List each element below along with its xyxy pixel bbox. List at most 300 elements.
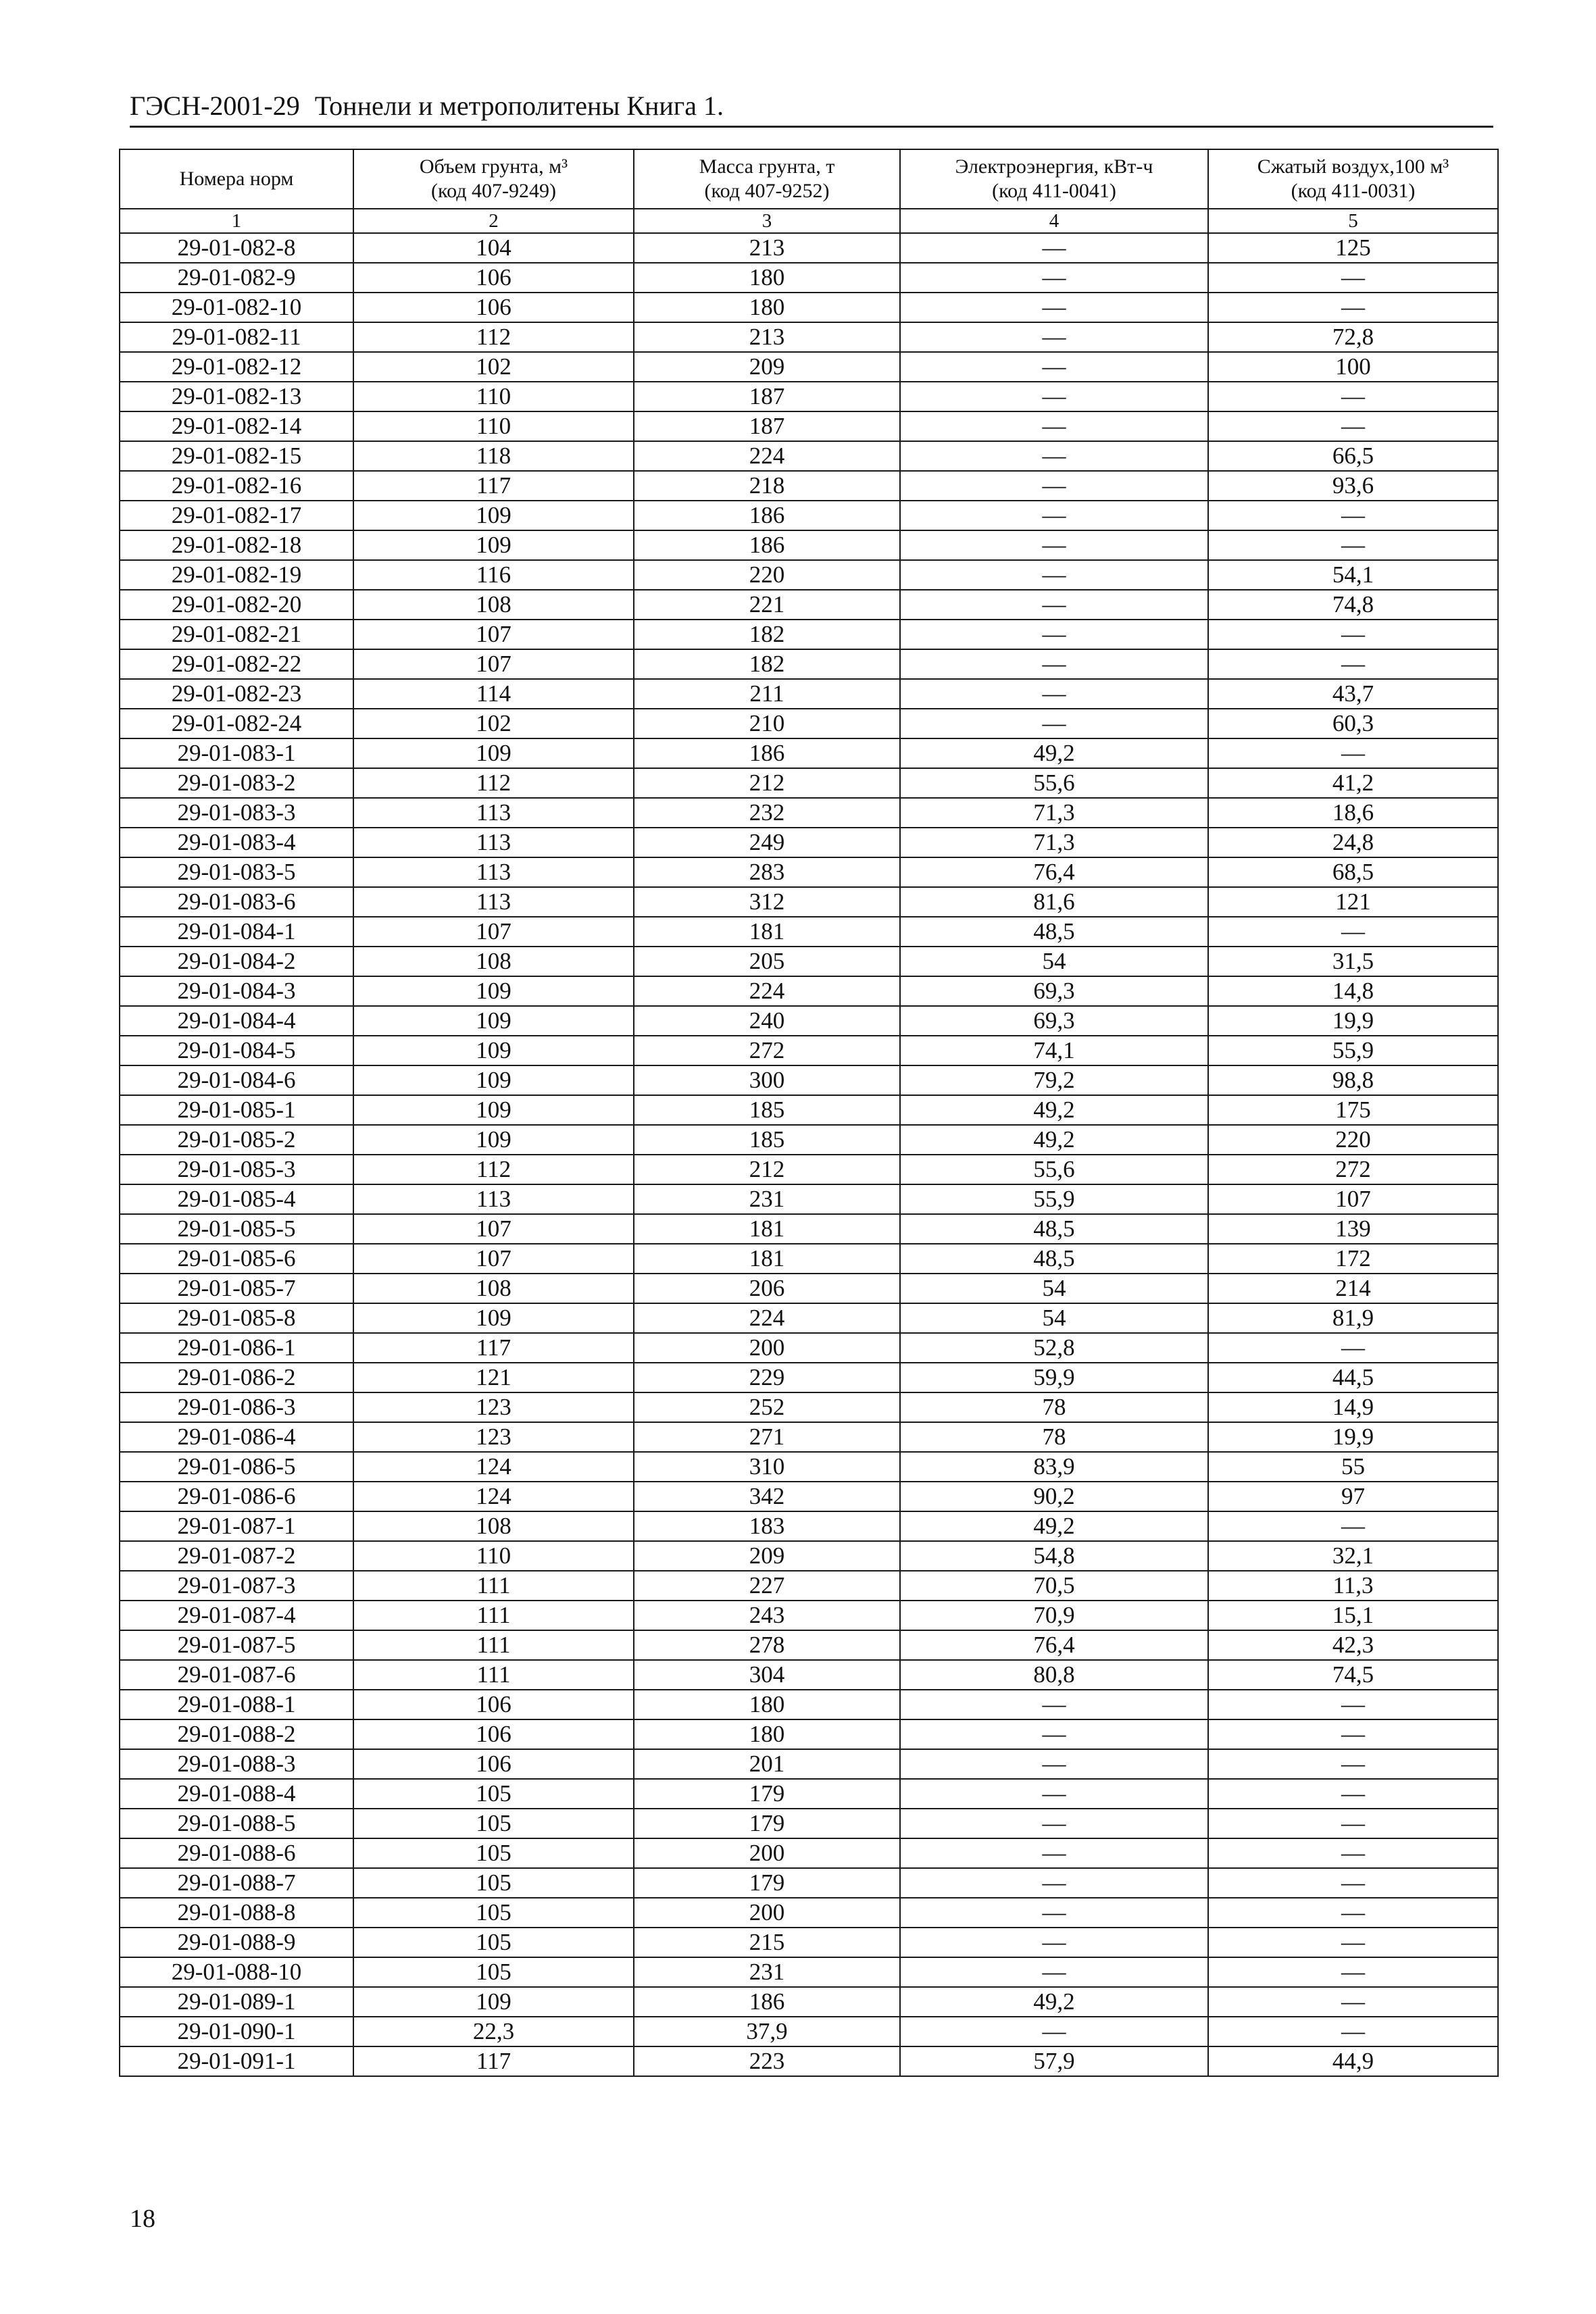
cell-compressed-air: — bbox=[1208, 2017, 1498, 2046]
cell-soil-mass: 180 bbox=[634, 1719, 900, 1749]
cell-electricity: 49,2 bbox=[900, 738, 1208, 768]
cell-compressed-air: 93,6 bbox=[1208, 471, 1498, 501]
cell-soil-volume: 109 bbox=[353, 1036, 634, 1065]
cell-soil-volume: 124 bbox=[353, 1452, 634, 1482]
table-row bbox=[120, 2017, 1498, 2046]
cell-electricity: 54 bbox=[900, 947, 1208, 976]
cell-soil-volume: 106 bbox=[353, 293, 634, 322]
cell-electricity: — bbox=[900, 560, 1208, 590]
cell-compressed-air: — bbox=[1208, 1957, 1498, 1987]
table-row bbox=[120, 1036, 1498, 1065]
cell-soil-mass: 271 bbox=[634, 1422, 900, 1452]
table-row bbox=[120, 947, 1498, 976]
cell-soil-volume: 110 bbox=[353, 382, 634, 411]
cell-electricity: 49,2 bbox=[900, 1095, 1208, 1125]
cell-soil-mass: 342 bbox=[634, 1482, 900, 1511]
cell-compressed-air: — bbox=[1208, 293, 1498, 322]
cell-soil-mass: 183 bbox=[634, 1511, 900, 1541]
cell-soil-volume: 106 bbox=[353, 1719, 634, 1749]
table-row bbox=[120, 411, 1498, 441]
cell-norm-number: 29-01-085-3 bbox=[120, 1155, 353, 1184]
cell-compressed-air: — bbox=[1208, 1690, 1498, 1719]
cell-norm-number: 29-01-086-3 bbox=[120, 1392, 353, 1422]
column-header-label: Масса грунта, т bbox=[699, 155, 835, 178]
cell-compressed-air: — bbox=[1208, 1838, 1498, 1868]
cell-soil-mass: 210 bbox=[634, 709, 900, 738]
cell-electricity: — bbox=[900, 411, 1208, 441]
cell-compressed-air: 44,9 bbox=[1208, 2046, 1498, 2076]
cell-norm-number: 29-01-087-6 bbox=[120, 1660, 353, 1690]
cell-norm-number: 29-01-088-3 bbox=[120, 1749, 353, 1779]
table-row bbox=[120, 1719, 1498, 1749]
cell-electricity: — bbox=[900, 1838, 1208, 1868]
cell-compressed-air: 139 bbox=[1208, 1214, 1498, 1244]
cell-soil-mass: 283 bbox=[634, 857, 900, 887]
cell-soil-volume: 105 bbox=[353, 1898, 634, 1928]
cell-norm-number: 29-01-082-8 bbox=[120, 233, 353, 263]
cell-compressed-air: 107 bbox=[1208, 1184, 1498, 1214]
cell-soil-volume: 105 bbox=[353, 1928, 634, 1957]
table-row bbox=[120, 1095, 1498, 1125]
column-header-soil-volume bbox=[353, 149, 634, 209]
table-row bbox=[120, 1749, 1498, 1779]
cell-soil-mass: 209 bbox=[634, 352, 900, 382]
cell-soil-mass: 243 bbox=[634, 1601, 900, 1630]
table-row bbox=[120, 1660, 1498, 1690]
table-row bbox=[120, 1274, 1498, 1303]
cell-norm-number: 29-01-082-20 bbox=[120, 590, 353, 620]
cell-soil-mass: 181 bbox=[634, 917, 900, 947]
table-row bbox=[120, 1957, 1498, 1987]
column-header-code: (код 411-0031) bbox=[1291, 180, 1416, 202]
cell-compressed-air: 68,5 bbox=[1208, 857, 1498, 887]
cell-soil-volume: 114 bbox=[353, 679, 634, 709]
cell-soil-mass: 229 bbox=[634, 1363, 900, 1392]
cell-soil-volume: 109 bbox=[353, 1987, 634, 2017]
table-row bbox=[120, 441, 1498, 471]
cell-soil-volume: 107 bbox=[353, 1214, 634, 1244]
cell-norm-number: 29-01-082-21 bbox=[120, 620, 353, 649]
cell-soil-volume: 112 bbox=[353, 322, 634, 352]
cell-electricity: — bbox=[900, 471, 1208, 501]
cell-electricity: — bbox=[900, 1749, 1208, 1779]
cell-norm-number: 29-01-083-1 bbox=[120, 738, 353, 768]
cell-norm-number: 29-01-084-4 bbox=[120, 1006, 353, 1036]
cell-electricity: — bbox=[900, 590, 1208, 620]
cell-soil-volume: 105 bbox=[353, 1868, 634, 1898]
cell-norm-number: 29-01-085-7 bbox=[120, 1274, 353, 1303]
cell-compressed-air: 98,8 bbox=[1208, 1065, 1498, 1095]
cell-electricity: 71,3 bbox=[900, 828, 1208, 857]
cell-compressed-air: 18,6 bbox=[1208, 798, 1498, 828]
cell-norm-number: 29-01-083-6 bbox=[120, 887, 353, 917]
table-row bbox=[120, 382, 1498, 411]
cell-norm-number: 29-01-082-13 bbox=[120, 382, 353, 411]
cell-electricity: 74,1 bbox=[900, 1036, 1208, 1065]
cell-compressed-air: 24,8 bbox=[1208, 828, 1498, 857]
cell-compressed-air: — bbox=[1208, 1779, 1498, 1809]
cell-soil-mass: 310 bbox=[634, 1452, 900, 1482]
cell-soil-volume: 106 bbox=[353, 1749, 634, 1779]
cell-soil-volume: 113 bbox=[353, 798, 634, 828]
cell-soil-mass: 227 bbox=[634, 1571, 900, 1601]
cell-soil-mass: 211 bbox=[634, 679, 900, 709]
cell-soil-volume: 111 bbox=[353, 1660, 634, 1690]
cell-compressed-air: 97 bbox=[1208, 1482, 1498, 1511]
cell-soil-mass: 213 bbox=[634, 233, 900, 263]
column-number: 3 bbox=[634, 209, 900, 233]
cell-compressed-air: 74,8 bbox=[1208, 590, 1498, 620]
cell-compressed-air: 72,8 bbox=[1208, 322, 1498, 352]
cell-norm-number: 29-01-085-6 bbox=[120, 1244, 353, 1274]
cell-norm-number: 29-01-088-1 bbox=[120, 1690, 353, 1719]
column-header-label: Номера норм bbox=[179, 168, 294, 190]
cell-electricity: 48,5 bbox=[900, 1244, 1208, 1274]
cell-electricity: — bbox=[900, 679, 1208, 709]
table-row bbox=[120, 501, 1498, 530]
table-row bbox=[120, 1690, 1498, 1719]
cell-electricity: — bbox=[900, 1898, 1208, 1928]
cell-norm-number: 29-01-083-3 bbox=[120, 798, 353, 828]
table-row bbox=[120, 1214, 1498, 1244]
table-row bbox=[120, 1422, 1498, 1452]
cell-compressed-air: 14,8 bbox=[1208, 976, 1498, 1006]
cell-soil-volume: 102 bbox=[353, 709, 634, 738]
table-row bbox=[120, 322, 1498, 352]
cell-soil-mass: 186 bbox=[634, 738, 900, 768]
cell-electricity: — bbox=[900, 2017, 1208, 2046]
cell-soil-volume: 105 bbox=[353, 1957, 634, 1987]
cell-compressed-air: 42,3 bbox=[1208, 1630, 1498, 1660]
cell-soil-mass: 300 bbox=[634, 1065, 900, 1095]
cell-electricity: 49,2 bbox=[900, 1987, 1208, 2017]
cell-electricity: — bbox=[900, 530, 1208, 560]
cell-soil-mass: 215 bbox=[634, 1928, 900, 1957]
cell-compressed-air: 100 bbox=[1208, 352, 1498, 382]
cell-electricity: — bbox=[900, 1719, 1208, 1749]
cell-norm-number: 29-01-085-5 bbox=[120, 1214, 353, 1244]
table-row bbox=[120, 293, 1498, 322]
table-row bbox=[120, 1541, 1498, 1571]
cell-soil-volume: 117 bbox=[353, 471, 634, 501]
cell-compressed-air: — bbox=[1208, 501, 1498, 530]
cell-electricity: 54,8 bbox=[900, 1541, 1208, 1571]
cell-compressed-air: 66,5 bbox=[1208, 441, 1498, 471]
cell-norm-number: 29-01-091-1 bbox=[120, 2046, 353, 2076]
table-row bbox=[120, 263, 1498, 293]
cell-soil-volume: 107 bbox=[353, 620, 634, 649]
cell-electricity: — bbox=[900, 233, 1208, 263]
cell-electricity: 55,9 bbox=[900, 1184, 1208, 1214]
column-header-label: Сжатый воздух,100 м³ bbox=[1257, 155, 1449, 178]
cell-soil-mass: 37,9 bbox=[634, 2017, 900, 2046]
cell-compressed-air: 54,1 bbox=[1208, 560, 1498, 590]
cell-norm-number: 29-01-087-2 bbox=[120, 1541, 353, 1571]
table-body bbox=[120, 233, 1498, 2076]
cell-compressed-air: 55 bbox=[1208, 1452, 1498, 1482]
cell-electricity: 49,2 bbox=[900, 1511, 1208, 1541]
cell-electricity: 69,3 bbox=[900, 1006, 1208, 1036]
cell-soil-volume: 109 bbox=[353, 1006, 634, 1036]
table-row bbox=[120, 1482, 1498, 1511]
cell-compressed-air: 74,5 bbox=[1208, 1660, 1498, 1690]
table-row bbox=[120, 2046, 1498, 2076]
cell-soil-volume: 107 bbox=[353, 917, 634, 947]
cell-norm-number: 29-01-087-5 bbox=[120, 1630, 353, 1660]
column-header-electricity bbox=[900, 149, 1208, 209]
cell-soil-mass: 200 bbox=[634, 1333, 900, 1363]
cell-soil-mass: 224 bbox=[634, 1303, 900, 1333]
column-number: 5 bbox=[1208, 209, 1498, 233]
cell-norm-number: 29-01-082-9 bbox=[120, 263, 353, 293]
table-row bbox=[120, 1452, 1498, 1482]
cell-soil-mass: 185 bbox=[634, 1125, 900, 1155]
cell-norm-number: 29-01-082-22 bbox=[120, 649, 353, 679]
cell-soil-volume: 111 bbox=[353, 1601, 634, 1630]
table-row bbox=[120, 1868, 1498, 1898]
cell-soil-volume: 111 bbox=[353, 1630, 634, 1660]
table-row bbox=[120, 1392, 1498, 1422]
table-row bbox=[120, 887, 1498, 917]
cell-soil-mass: 206 bbox=[634, 1274, 900, 1303]
table-row bbox=[120, 620, 1498, 649]
cell-compressed-air: — bbox=[1208, 649, 1498, 679]
cell-soil-mass: 181 bbox=[634, 1214, 900, 1244]
cell-compressed-air: 55,9 bbox=[1208, 1036, 1498, 1065]
table-row bbox=[120, 1838, 1498, 1868]
table-row bbox=[120, 1571, 1498, 1601]
table-row bbox=[120, 1155, 1498, 1184]
cell-electricity: 55,6 bbox=[900, 1155, 1208, 1184]
cell-norm-number: 29-01-082-10 bbox=[120, 293, 353, 322]
column-header-compressed-air bbox=[1208, 149, 1498, 209]
cell-norm-number: 29-01-085-1 bbox=[120, 1095, 353, 1125]
cell-electricity: 76,4 bbox=[900, 857, 1208, 887]
norms-table bbox=[119, 149, 1499, 2077]
cell-electricity: 57,9 bbox=[900, 2046, 1208, 2076]
table-row bbox=[120, 1898, 1498, 1928]
cell-compressed-air: 272 bbox=[1208, 1155, 1498, 1184]
cell-electricity: 76,4 bbox=[900, 1630, 1208, 1660]
cell-soil-mass: 272 bbox=[634, 1036, 900, 1065]
cell-electricity: 55,6 bbox=[900, 768, 1208, 798]
cell-electricity: — bbox=[900, 501, 1208, 530]
column-number: 1 bbox=[120, 209, 353, 233]
cell-norm-number: 29-01-088-9 bbox=[120, 1928, 353, 1957]
cell-soil-mass: 224 bbox=[634, 976, 900, 1006]
table-row bbox=[120, 1809, 1498, 1838]
cell-compressed-air: — bbox=[1208, 263, 1498, 293]
cell-compressed-air: — bbox=[1208, 382, 1498, 411]
table-row bbox=[120, 1928, 1498, 1957]
cell-norm-number: 29-01-083-5 bbox=[120, 857, 353, 887]
cell-soil-volume: 109 bbox=[353, 501, 634, 530]
cell-soil-volume: 110 bbox=[353, 1541, 634, 1571]
cell-soil-mass: 213 bbox=[634, 322, 900, 352]
cell-norm-number: 29-01-086-5 bbox=[120, 1452, 353, 1482]
cell-soil-volume: 109 bbox=[353, 1303, 634, 1333]
cell-electricity: 70,9 bbox=[900, 1601, 1208, 1630]
table-row bbox=[120, 1630, 1498, 1660]
cell-soil-mass: 231 bbox=[634, 1184, 900, 1214]
cell-soil-volume: 105 bbox=[353, 1809, 634, 1838]
cell-soil-mass: 224 bbox=[634, 441, 900, 471]
cell-norm-number: 29-01-084-6 bbox=[120, 1065, 353, 1095]
cell-soil-volume: 109 bbox=[353, 1095, 634, 1125]
cell-compressed-air: 220 bbox=[1208, 1125, 1498, 1155]
table-row bbox=[120, 1779, 1498, 1809]
cell-compressed-air: 14,9 bbox=[1208, 1392, 1498, 1422]
cell-soil-volume: 102 bbox=[353, 352, 634, 382]
cell-norm-number: 29-01-083-2 bbox=[120, 768, 353, 798]
table-row bbox=[120, 1184, 1498, 1214]
cell-compressed-air: 81,9 bbox=[1208, 1303, 1498, 1333]
cell-norm-number: 29-01-084-3 bbox=[120, 976, 353, 1006]
cell-soil-volume: 113 bbox=[353, 828, 634, 857]
cell-electricity: — bbox=[900, 1928, 1208, 1957]
cell-soil-mass: 240 bbox=[634, 1006, 900, 1036]
cell-soil-volume: 104 bbox=[353, 233, 634, 263]
cell-soil-volume: 107 bbox=[353, 649, 634, 679]
cell-electricity: — bbox=[900, 441, 1208, 471]
column-number: 4 bbox=[900, 209, 1208, 233]
cell-norm-number: 29-01-082-12 bbox=[120, 352, 353, 382]
cell-compressed-air: 41,2 bbox=[1208, 768, 1498, 798]
cell-norm-number: 29-01-088-10 bbox=[120, 1957, 353, 1987]
cell-electricity: — bbox=[900, 709, 1208, 738]
cell-electricity: — bbox=[900, 649, 1208, 679]
document-title: Тоннели и метрополитены Книга 1. bbox=[314, 91, 724, 121]
cell-soil-volume: 106 bbox=[353, 1690, 634, 1719]
cell-electricity: 54 bbox=[900, 1303, 1208, 1333]
cell-soil-volume: 112 bbox=[353, 1155, 634, 1184]
cell-soil-mass: 278 bbox=[634, 1630, 900, 1660]
cell-electricity: — bbox=[900, 1809, 1208, 1838]
cell-norm-number: 29-01-085-2 bbox=[120, 1125, 353, 1155]
cell-norm-number: 29-01-084-1 bbox=[120, 917, 353, 947]
cell-electricity: — bbox=[900, 1779, 1208, 1809]
table-row bbox=[120, 768, 1498, 798]
cell-soil-volume: 108 bbox=[353, 1511, 634, 1541]
table-row bbox=[120, 1511, 1498, 1541]
cell-norm-number: 29-01-089-1 bbox=[120, 1987, 353, 2017]
cell-norm-number: 29-01-082-23 bbox=[120, 679, 353, 709]
cell-soil-mass: 249 bbox=[634, 828, 900, 857]
cell-electricity: — bbox=[900, 1957, 1208, 1987]
cell-soil-mass: 179 bbox=[634, 1868, 900, 1898]
cell-compressed-air: — bbox=[1208, 1749, 1498, 1779]
cell-soil-volume: 108 bbox=[353, 590, 634, 620]
column-header-code: (код 407-9249) bbox=[431, 180, 556, 202]
cell-norm-number: 29-01-082-16 bbox=[120, 471, 353, 501]
table-row bbox=[120, 530, 1498, 560]
cell-electricity: 83,9 bbox=[900, 1452, 1208, 1482]
cell-soil-volume: 113 bbox=[353, 887, 634, 917]
cell-electricity: 71,3 bbox=[900, 798, 1208, 828]
header-rule bbox=[130, 126, 1493, 128]
cell-electricity: 79,2 bbox=[900, 1065, 1208, 1095]
cell-compressed-air: — bbox=[1208, 1868, 1498, 1898]
cell-electricity: 80,8 bbox=[900, 1660, 1208, 1690]
cell-soil-mass: 187 bbox=[634, 411, 900, 441]
cell-norm-number: 29-01-083-4 bbox=[120, 828, 353, 857]
cell-soil-volume: 109 bbox=[353, 1065, 634, 1095]
cell-compressed-air: — bbox=[1208, 1719, 1498, 1749]
cell-norm-number: 29-01-088-8 bbox=[120, 1898, 353, 1928]
column-number: 2 bbox=[353, 209, 634, 233]
column-headers-row bbox=[120, 149, 1498, 209]
cell-electricity: 59,9 bbox=[900, 1363, 1208, 1392]
table-row bbox=[120, 590, 1498, 620]
cell-compressed-air: 43,7 bbox=[1208, 679, 1498, 709]
cell-electricity: — bbox=[900, 620, 1208, 649]
cell-compressed-air: — bbox=[1208, 1333, 1498, 1363]
cell-norm-number: 29-01-082-17 bbox=[120, 501, 353, 530]
table-row bbox=[120, 828, 1498, 857]
cell-soil-mass: 180 bbox=[634, 293, 900, 322]
table-row bbox=[120, 1244, 1498, 1274]
table-row bbox=[120, 976, 1498, 1006]
cell-soil-volume: 105 bbox=[353, 1838, 634, 1868]
cell-soil-mass: 179 bbox=[634, 1809, 900, 1838]
cell-norm-number: 29-01-088-6 bbox=[120, 1838, 353, 1868]
cell-compressed-air: — bbox=[1208, 530, 1498, 560]
cell-norm-number: 29-01-082-19 bbox=[120, 560, 353, 590]
cell-electricity: 52,8 bbox=[900, 1333, 1208, 1363]
column-header-code: (код 411-0041) bbox=[992, 180, 1116, 202]
table-row bbox=[120, 1333, 1498, 1363]
table-row bbox=[120, 233, 1498, 263]
cell-compressed-air: 172 bbox=[1208, 1244, 1498, 1274]
cell-soil-mass: 212 bbox=[634, 768, 900, 798]
cell-soil-mass: 200 bbox=[634, 1898, 900, 1928]
cell-norm-number: 29-01-087-1 bbox=[120, 1511, 353, 1541]
column-numbers-row bbox=[120, 209, 1498, 233]
cell-norm-number: 29-01-082-18 bbox=[120, 530, 353, 560]
cell-soil-volume: 109 bbox=[353, 530, 634, 560]
cell-norm-number: 29-01-086-6 bbox=[120, 1482, 353, 1511]
table-row bbox=[120, 352, 1498, 382]
cell-compressed-air: — bbox=[1208, 917, 1498, 947]
cell-soil-volume: 109 bbox=[353, 1125, 634, 1155]
cell-soil-mass: 180 bbox=[634, 263, 900, 293]
cell-electricity: 48,5 bbox=[900, 917, 1208, 947]
column-header-label: Объем грунта, м³ bbox=[419, 155, 568, 178]
cell-norm-number: 29-01-085-4 bbox=[120, 1184, 353, 1214]
cell-soil-mass: 186 bbox=[634, 501, 900, 530]
cell-compressed-air: 31,5 bbox=[1208, 947, 1498, 976]
cell-soil-volume: 123 bbox=[353, 1392, 634, 1422]
cell-soil-volume: 112 bbox=[353, 768, 634, 798]
cell-soil-mass: 252 bbox=[634, 1392, 900, 1422]
cell-electricity: 81,6 bbox=[900, 887, 1208, 917]
cell-soil-mass: 182 bbox=[634, 649, 900, 679]
cell-soil-mass: 221 bbox=[634, 590, 900, 620]
cell-soil-mass: 232 bbox=[634, 798, 900, 828]
table-row bbox=[120, 1125, 1498, 1155]
cell-soil-mass: 212 bbox=[634, 1155, 900, 1184]
cell-soil-volume: 124 bbox=[353, 1482, 634, 1511]
cell-compressed-air: — bbox=[1208, 1898, 1498, 1928]
cell-norm-number: 29-01-088-7 bbox=[120, 1868, 353, 1898]
cell-electricity: 54 bbox=[900, 1274, 1208, 1303]
cell-norm-number: 29-01-088-2 bbox=[120, 1719, 353, 1749]
cell-norm-number: 29-01-084-2 bbox=[120, 947, 353, 976]
cell-soil-volume: 108 bbox=[353, 1274, 634, 1303]
cell-norm-number: 29-01-085-8 bbox=[120, 1303, 353, 1333]
cell-soil-volume: 109 bbox=[353, 738, 634, 768]
cell-electricity: — bbox=[900, 322, 1208, 352]
